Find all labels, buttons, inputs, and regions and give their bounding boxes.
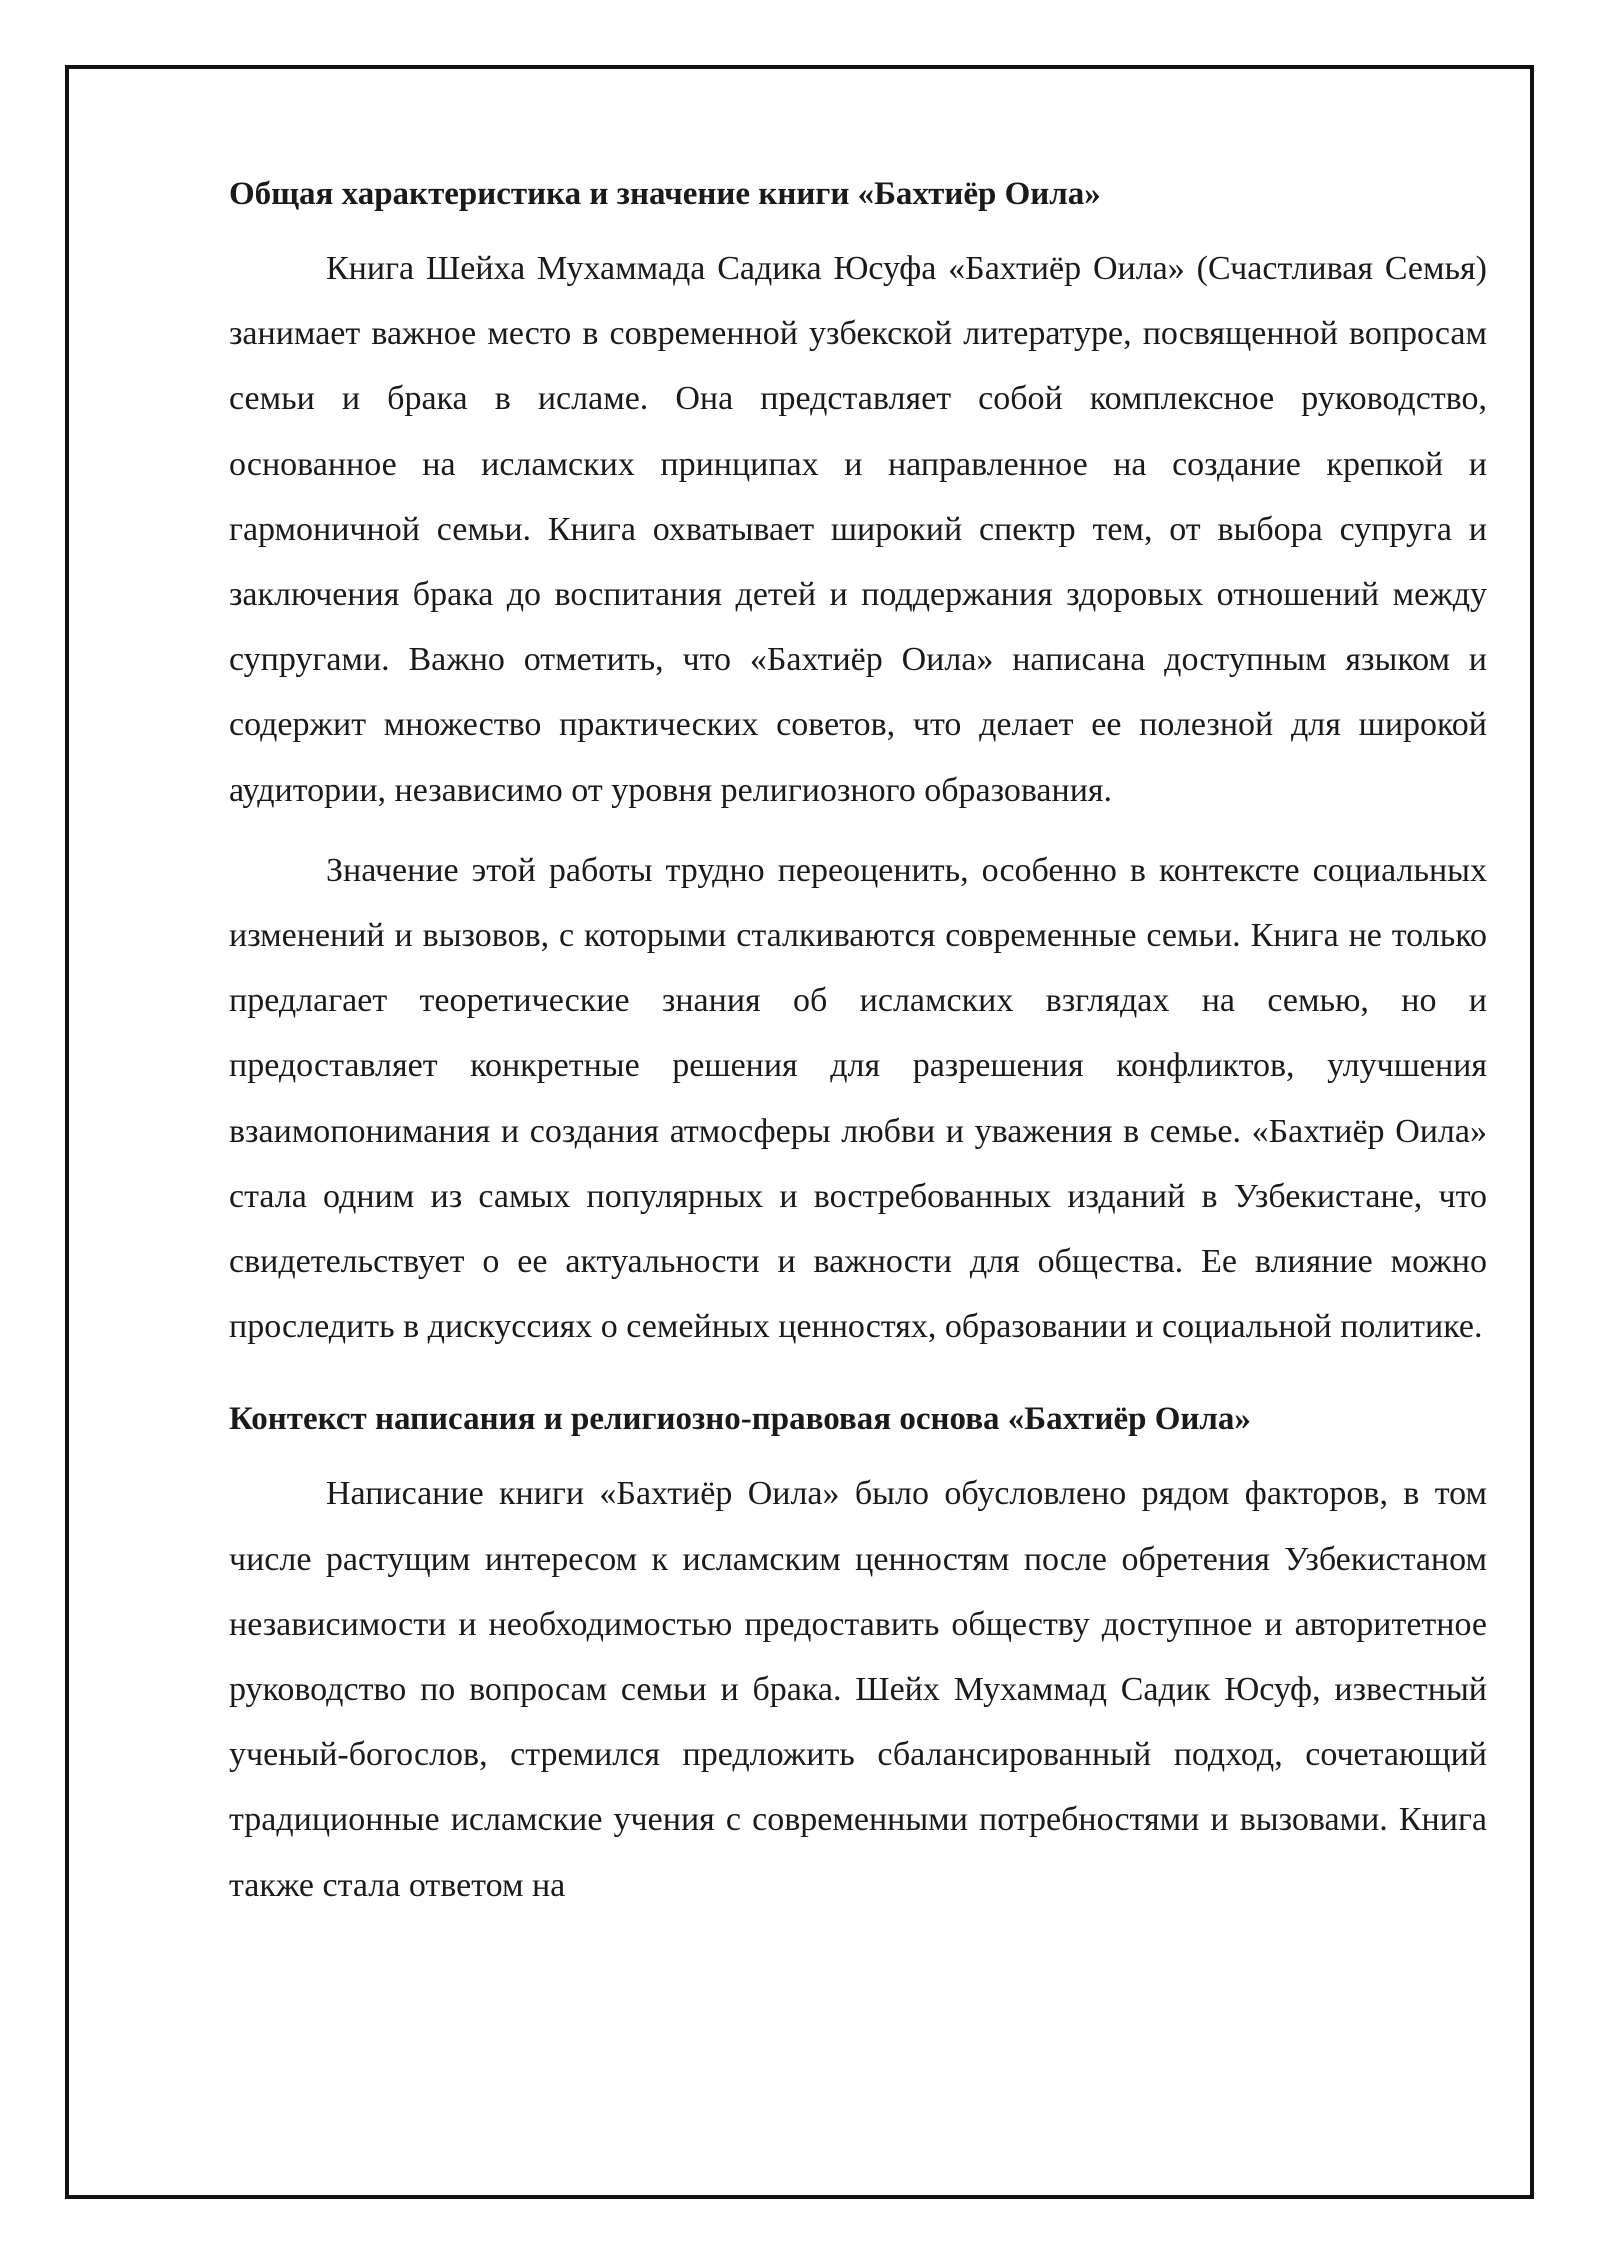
paragraph-2: Значение этой работы трудно переоценить, особенно в контексте социальных изменений и вызовов, с которыми сталкиваются современные семьи. Книга не только предлагает теоретические знания об исламских взглядах на семью, но и предоставляет конкретные решения для разрешения конфликтов, улучшения взаимопонимания и создания атмосферы любви и уважения в семье. «Бахтиёр Оила» стала одним из самых популярных и востребованных изданий в Узбекистане, что свидетельствует о ее актуальности и важности для общества. Ее влияние можно проследить в дискуссиях о семейных ценностях, образовании и социальной политике. — [229, 851, 1487, 1346]
section-heading-2: Контекст написания и религиозно-правовая основа «Бахтиёр Оила» — [229, 1401, 1251, 1438]
section-heading-1: Общая характеристика и значение книги «Бахтиёр Оила» — [229, 176, 1101, 212]
paragraph-3: Написание книги «Бахтиёр Оила» было обусловлено рядом факторов, в том числе растущим интересом к исламским ценностям после обретения Узбекистаном независимости и необходимостью предоставить обществу доступное и авторитетное руководство по вопросам семьи и брака. Шейх Мухаммад Садик Юсуф, известный ученый-богослов, стремился предложить сбалансированный подход, сочетающий традиционные исламские учения с современными потребностями и вызовами. Книга также стала ответом на — [229, 1475, 1487, 1904]
document-body — [229, 170, 1487, 1933]
paragraph-1: Книга Шейха Мухаммада Садика Юсуфа «Бахтиёр Оила» (Счастливая Семья) занимает важное место в современной узбекской литературе, посвященной вопросам семьи и брака в исламе. Она представляет собой комплексное руководство, основанное на исламских принципах и направленное на создание крепкой и гармоничной семьи. Книга охватывает широкий спектр тем, от выбора супруга и заключения брака до воспитания детей и поддержания здоровых отношений между супругами. Важно отметить, что «Бахтиёр Оила» написана доступным языком и содержит множество практических советов, что делает ее полезной для широкой аудитории, независимо от уровня религиозного образования. — [229, 250, 1487, 809]
